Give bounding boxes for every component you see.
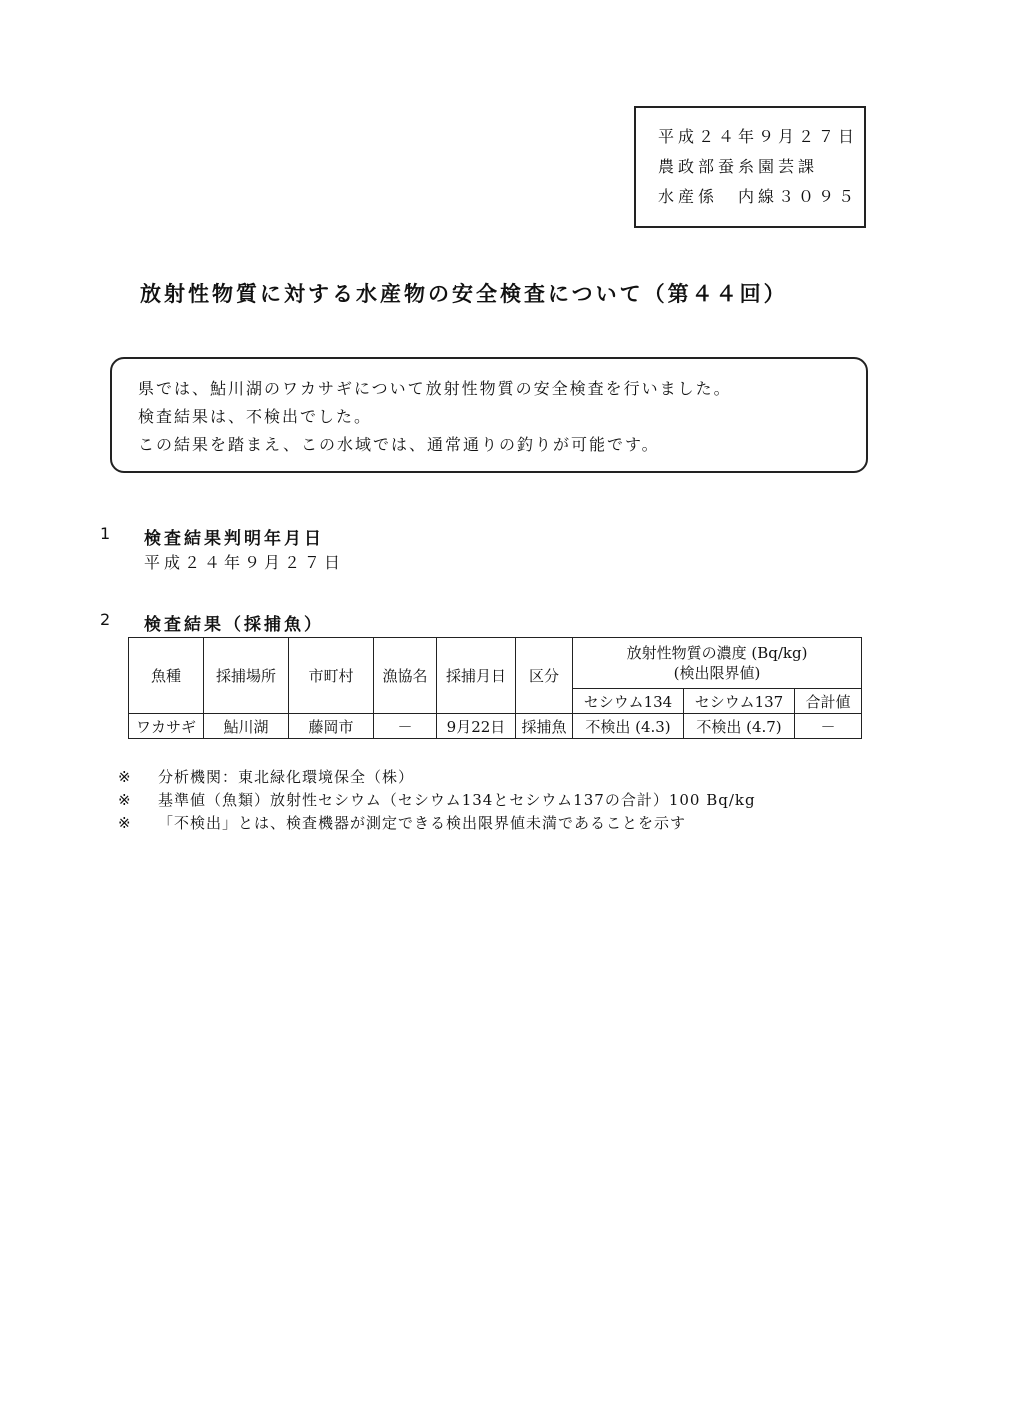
release-date: 平成２４年９月２７日 [658, 127, 859, 146]
note-text: 「不検出」とは、検査機器が測定できる検出限界値未満であることを示す [158, 814, 687, 832]
cell-coop: － [374, 714, 437, 739]
cell-fish: ワカサギ [129, 714, 204, 739]
cell-city: 藤岡市 [289, 714, 374, 739]
note-text: 基準値（魚類）放射性セシウム（セシウム134とセシウム137の合計）100 Bq/kg [158, 791, 756, 809]
header-cs137: セシウム137 [684, 689, 795, 714]
cell-cs134: 不検出 (4.3) [573, 714, 684, 739]
cell-place: 鮎川湖 [204, 714, 289, 739]
note-mark: ※ [118, 814, 132, 832]
header-concentration [573, 638, 862, 689]
note-mark: ※ [118, 791, 132, 809]
header-coop: 漁協名 [374, 638, 437, 714]
cell-date: 9月22日 [437, 714, 516, 739]
header-fish: 魚種 [129, 638, 204, 714]
department-info-box [634, 106, 866, 228]
summary-line: 県では、鮎川湖のワカサギについて放射性物質の安全検査を行いました。 [138, 379, 732, 398]
section-number: 1 [100, 524, 111, 543]
contact-info: 水産係 内線３０９５ [658, 187, 859, 206]
document-title: 放射性物質に対する水産物の安全検査について（第４４回） [140, 282, 788, 306]
detection-limit-label: (検出限界値) [673, 664, 761, 682]
table-header-row [129, 638, 862, 689]
note-text: 分析機関：東北緑化環境保全（株） [158, 768, 415, 786]
department-name: 農政部蚕糸園芸課 [658, 157, 819, 176]
table-row [129, 714, 862, 739]
cell-cs137: 不検出 (4.7) [684, 714, 795, 739]
header-total: 合計値 [795, 689, 862, 714]
result-date: 平成２４年９月２７日 [144, 553, 345, 572]
header-date: 採捕月日 [437, 638, 516, 714]
header-cs134: セシウム134 [573, 689, 684, 714]
results-table [128, 637, 862, 739]
summary-line: この結果を踏まえ、この水域では、通常通りの釣りが可能です。 [138, 435, 660, 454]
header-city: 市町村 [289, 638, 374, 714]
section-heading: 検査結果（採捕魚） [144, 615, 324, 635]
note-item [118, 766, 756, 789]
note-mark: ※ [118, 768, 132, 786]
section-heading: 検査結果判明年月日 [144, 529, 324, 549]
summary-line: 検査結果は、不検出でした。 [138, 407, 373, 426]
header-category: 区分 [516, 638, 573, 714]
cell-total: － [795, 714, 862, 739]
note-item [118, 789, 756, 812]
concentration-label: 放射性物質の濃度 (Bq/kg) [626, 644, 808, 662]
notes [118, 766, 756, 835]
summary-box [110, 357, 868, 473]
cell-category: 採捕魚 [516, 714, 573, 739]
section-number: 2 [100, 610, 111, 629]
note-item [118, 812, 756, 835]
header-place: 採捕場所 [204, 638, 289, 714]
